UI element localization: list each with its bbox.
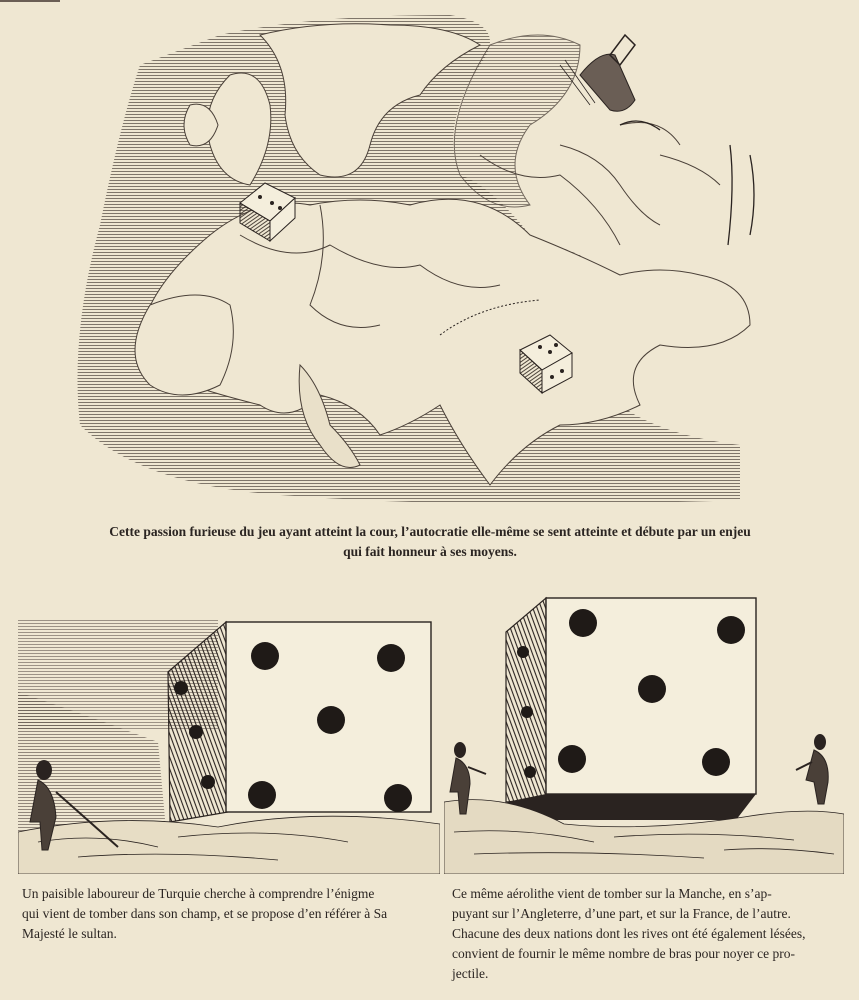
caption-right-line-3: Chacune des deux nations dont les rives ont été également lésées, [452, 926, 806, 941]
french-figure [796, 734, 828, 804]
caption-top-line-1: Cette passion furieuse du jeu ayant atteint la cour, l’autocratie elle-même se sent atteinte et débute par un enjeu [109, 524, 751, 539]
caption-bottom-right [452, 884, 847, 984]
caption-top [60, 522, 800, 562]
caption-left-line-2: qui vient de tomber dans son champ, et se propose d’en référer à Sa [22, 906, 388, 921]
caption-bottom-left [22, 884, 432, 944]
caption-left-line-3: Majesté le sultan. [22, 926, 117, 941]
caption-right-line-2: puyant sur l’Angleterre, d’une part, et sur la France, de l’autre. [452, 906, 791, 921]
caption-left-line-1: Un paisible laboureur de Turquie cherche à comprendre l’énigme [22, 886, 375, 901]
europe-map-illustration [60, 5, 760, 515]
channel-illustration [444, 592, 844, 874]
caption-top-line-2: qui fait honneur à ses moyens. [343, 544, 517, 559]
header-rule [0, 0, 60, 6]
caption-right-line-1: Ce même aérolithe vient de tomber sur la Manche, en s’ap- [452, 886, 772, 901]
turkish-field-illustration [18, 592, 440, 874]
ground [18, 816, 440, 874]
caption-right-line-4: convient de fournir le même nombre de bras pour noyer ce pro- [452, 946, 795, 961]
caption-right-line-5: jectile. [452, 966, 489, 981]
iberia [135, 295, 233, 395]
